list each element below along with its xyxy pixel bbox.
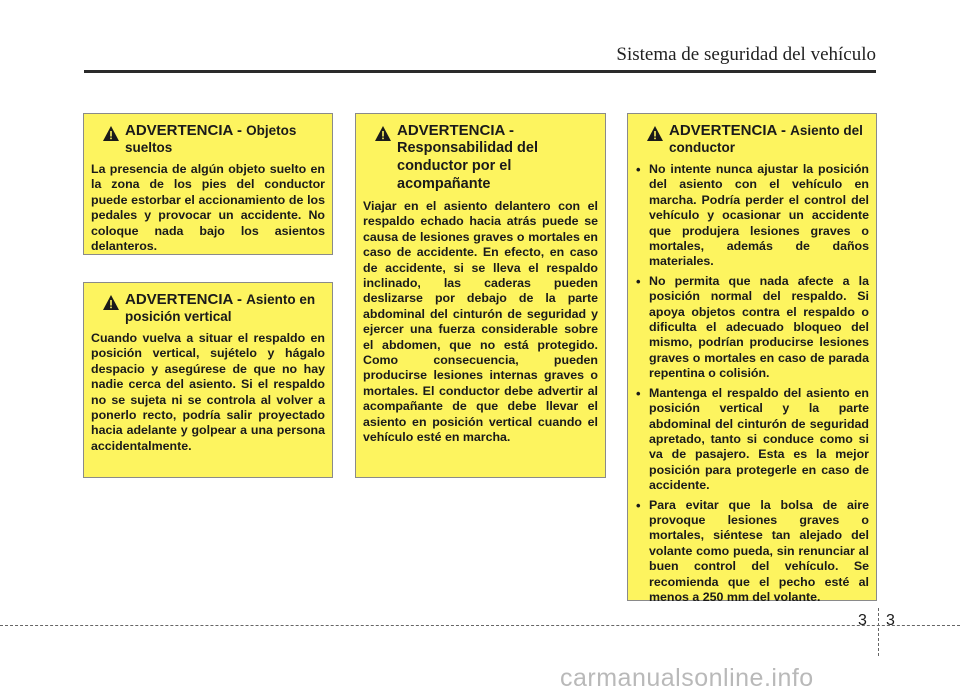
warning-subtitle: Objetos sueltos [125, 123, 297, 155]
warning-heading [103, 291, 325, 325]
warning-title: ADVERTENCIA [125, 291, 233, 308]
warning-box-upright-seat [83, 282, 333, 478]
warning-heading [103, 122, 325, 156]
page-number-separator [878, 608, 879, 656]
page-number: 3 [886, 612, 895, 629]
warning-title: ADVERTENCIA [397, 122, 505, 139]
section-title: Sistema de seguridad del vehículo [616, 44, 876, 65]
header-divider [84, 70, 876, 73]
title-dash: - [504, 122, 514, 139]
warning-triangle-icon [103, 126, 119, 141]
warning-body: La presencia de algún objeto suelto en la zona de los pies del conductor puede estorbar el accionamiento de los pedales y provocar un accidente. No coloque nada bajo los asientos delanteros. [91, 162, 325, 254]
warning-body: Viajar en el asiento delantero con el respaldo echado hacia atrás puede se causa de lesiones graves o mortales en caso de accidente. En efecto, en caso de accidente, si se lleva el respaldo inclinado, las caderas pueden deslizarse por debajo de la parte abdominal del cinturón de seguridad y ejercer una fuerza considerable sobre el abdomen, que no está protegido. Como consecuencia, pueden producirse lesiones internas graves o mortales. El conductor debe advertir al acompañante de que debe llevar el asiento en posición vertical cuando el vehículo esté en marcha. [363, 199, 598, 445]
warning-subtitle: Asiento en posición vertical [125, 292, 316, 324]
warning-box-loose-objects [83, 113, 333, 255]
list-item-text: Mantenga el respaldo del asiento en posición vertical y la parte abdominal del cinturón de seguridad apretado, tanto si conduce como si va de pasajero. Esta es la mejor posición para protegerle en caso de accidente. [649, 385, 869, 493]
title-dash: - [232, 291, 247, 308]
warning-body: Cuando vuelva a situar el respaldo en posición vertical, sujételo y hágalo despacio y asegúrese de que no hay nadie cerca del asiento. Si el respaldo no se sujeta ni se controla al volver a ponerlo recto, podría salir proyectado hacia adelante y golpear a una persona accidentalmente. [91, 331, 325, 453]
warning-heading [647, 122, 869, 156]
title-dash: - [776, 122, 791, 139]
warning-subtitle: Asiento del conductor [669, 123, 863, 155]
warning-box-passenger-responsibility [355, 113, 606, 478]
title-dash: - [232, 122, 247, 139]
warning-triangle-icon [103, 295, 119, 310]
warning-heading [375, 122, 598, 193]
list-item [635, 274, 869, 382]
footer-divider [0, 625, 960, 626]
list-item [635, 498, 869, 606]
warning-triangle-icon [375, 126, 391, 141]
list-item [635, 162, 869, 270]
bullet-dot: • [636, 497, 641, 513]
list-item-text: Para evitar que la bolsa de aire provoque lesiones graves o mortales, siéntese tan alejado del volante como pueda, sin renunciar al buen control del vehículo. Se recomienda que el pecho esté al menos a 250 mm del volante. [649, 497, 869, 604]
warning-triangle-icon [647, 126, 663, 141]
bullet-dot: • [636, 385, 641, 401]
bullet-dot: • [636, 162, 641, 177]
warning-bullet-list [635, 162, 869, 605]
watermark-link[interactable]: carmanualsonline.info [560, 664, 814, 692]
list-item-text: No intente nunca ajustar la posición del asiento con el vehículo en marcha. Podría perder el control del vehículo y ocasionar un accidente que produjera lesiones graves o mortales, además de daños materiales. [649, 162, 869, 269]
list-item-text: No permita que nada afecte a la posición normal del respaldo. Si apoya objetos contra el respaldo o dificulta el adecuado bloqueo del mismo, podrían producirse lesiones graves o mortales en caso de parada repentina o colisión. [649, 273, 869, 381]
chapter-number: 3 [858, 612, 867, 629]
warning-box-driver-seat [627, 113, 877, 604]
warning-title: ADVERTENCIA [125, 122, 233, 139]
warning-title: ADVERTENCIA [669, 122, 777, 139]
bullet-dot: • [636, 273, 641, 289]
warning-subtitle: Responsabilidad del conductor por el acompañante [397, 140, 538, 192]
list-item [635, 386, 869, 494]
